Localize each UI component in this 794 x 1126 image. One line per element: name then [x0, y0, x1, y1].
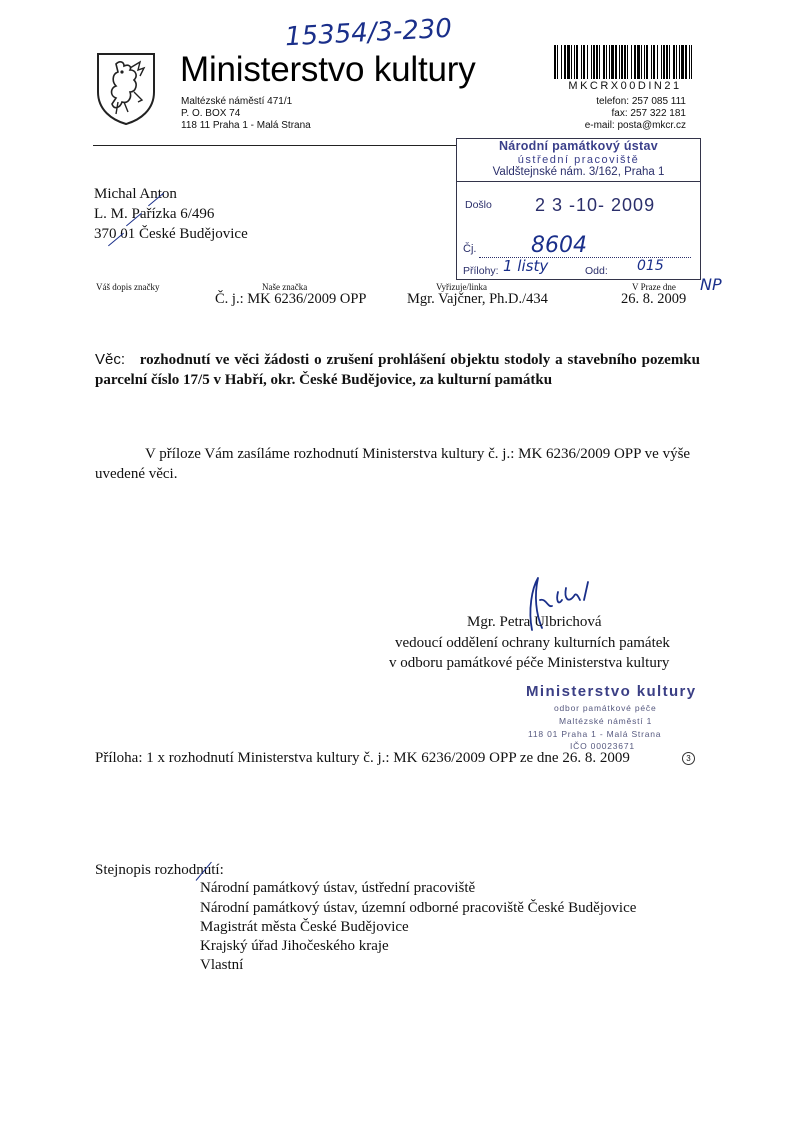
our-ref-label: Naše značka — [262, 282, 308, 292]
barcode-bar — [587, 45, 588, 79]
stamp-attachments-value: 1 listy — [503, 257, 549, 275]
office-stamp-line: 118 01 Praha 1 - Malá Strana — [528, 729, 662, 739]
ministry-name: Ministerstvo kultury — [180, 50, 476, 89]
subject-label: Věc: — [95, 351, 126, 368]
stamp-dept-label: Odd: — [585, 265, 608, 277]
barcode-bar — [644, 45, 645, 79]
recipient-street: L. M. Pařízka 6/496 — [94, 206, 215, 222]
barcode-bar — [641, 45, 642, 79]
letter-date: 26. 8. 2009 — [621, 291, 687, 307]
barcode-bar — [691, 45, 692, 79]
recipient-city: 370 01 České Budějovice — [94, 226, 248, 242]
copy-recipient: Magistrát města České Budějovice — [200, 919, 409, 935]
barcode-bar — [657, 45, 658, 79]
address-city: 118 11 Praha 1 - Malá Strana — [181, 120, 311, 131]
copy-recipient: Národní památkový ústav, územní odborné pracoviště České Budějovice — [200, 900, 637, 916]
barcode-bar — [611, 45, 614, 79]
contact-phone: telefon: 257 085 111 — [596, 96, 686, 107]
date-place-label: V Praze dne — [632, 282, 676, 292]
barcode-bar — [679, 45, 680, 79]
barcode-bar — [681, 45, 684, 79]
barcode-bar — [627, 45, 628, 79]
stamp-received-label: Došlo — [465, 199, 492, 211]
copy-recipient: Vlastní — [200, 957, 244, 973]
barcode-bar — [583, 45, 585, 79]
address-street: Maltézské náměstí 471/1 — [181, 96, 293, 107]
stamp-cj-value: 8604 — [531, 233, 587, 258]
copy-recipient: Národní památkový ústav, ústřední pracoviště — [200, 880, 476, 896]
barcode-bar — [676, 45, 677, 79]
page-circle-number: 3 — [682, 752, 695, 765]
stamp-department: ústřední pracoviště — [517, 154, 640, 166]
address-box: P. O. BOX 74 — [181, 108, 241, 119]
barcode-bar — [554, 45, 556, 79]
barcode-bar — [564, 45, 566, 79]
subject — [95, 350, 700, 390]
barcode-bar — [646, 45, 648, 79]
barcode-bar — [673, 45, 675, 79]
attachment-line: Příloha: 1 x rozhodnutí Ministerstva kultury č. j.: MK 6236/2009 OPP ze dne 26. 8. 2009 — [95, 750, 630, 766]
barcode-text: MKCRX00DIN21 — [568, 80, 682, 92]
barcode-bar — [669, 45, 670, 79]
received-stamp — [456, 138, 701, 280]
barcode-bar — [574, 45, 575, 79]
barcode-bar — [689, 45, 690, 79]
barcode-bar — [599, 45, 600, 79]
barcode-icon — [554, 45, 692, 79]
barcode-bar — [557, 45, 558, 79]
contact-email: e-mail: posta@mkcr.cz — [584, 120, 686, 131]
recipient-name: Michal Anton — [94, 186, 177, 202]
stamp-organization: Národní památkový ústav — [498, 139, 659, 153]
signatory-name: Mgr. Petra Ulbrichová — [467, 614, 602, 630]
barcode-bar — [663, 45, 665, 79]
barcode-bar — [624, 45, 626, 79]
handled-by-label: Vyřizuje/linka — [436, 282, 487, 292]
stamp-cj-label: Čj. — [463, 243, 477, 255]
copies-label: Stejnopis rozhodnutí: — [95, 862, 224, 878]
barcode-bar — [561, 45, 562, 79]
office-stamp-line: IČO 00023671 — [570, 741, 635, 751]
barcode-bar — [666, 45, 668, 79]
office-stamp-line: Maltézské náměstí 1 — [559, 716, 653, 726]
stamp-attachments-label: Přílohy: — [463, 265, 499, 277]
body-paragraph: V příloze Vám zasíláme rozhodnutí Ministerstva kultury č. j.: MK 6236/2009 OPP ve výše uvedené věci. — [95, 446, 691, 482]
barcode-bar — [619, 45, 620, 79]
barcode-bar — [685, 45, 687, 79]
barcode-bar — [576, 45, 578, 79]
barcode-bar — [593, 45, 595, 79]
barcode-bar — [631, 45, 632, 79]
barcode-bar — [571, 45, 572, 79]
handwritten-reference: 15354/3-230 — [284, 13, 453, 53]
barcode-bar — [567, 45, 570, 79]
barcode-bar — [609, 45, 610, 79]
barcode-bar — [591, 45, 592, 79]
signatory-department: v odboru památkové péče Ministerstva kultury — [389, 655, 670, 671]
handled-by-value: Mgr. Vajčner, Ph.D./434 — [407, 291, 548, 307]
stamp-address: Valdštejnské nám. 3/162, Praha 1 — [492, 166, 665, 178]
header-divider — [93, 145, 457, 146]
subject-text: rozhodnutí ve věci žádosti o zrušení prohlášení objektu stodoly a stavebního pozemku parcelní číslo 17/5 v Habří, okr. České Budějovice, za kulturní památku — [95, 352, 700, 388]
handwritten-initials: NP — [700, 275, 722, 294]
stamp-received-date: 2 3 -10- 2009 — [535, 195, 656, 215]
coat-of-arms-icon — [94, 48, 158, 126]
your-letter-label: Váš dopis značky — [96, 282, 160, 292]
barcode-bar — [661, 45, 662, 79]
stamp-divider — [457, 181, 700, 182]
contact-fax: fax: 257 322 181 — [611, 108, 686, 119]
office-stamp-title: Ministerstvo kultury — [526, 683, 697, 700]
barcode-bar — [637, 45, 640, 79]
copy-recipient: Krajský úřad Jihočeského kraje — [200, 938, 389, 954]
barcode-bar — [651, 45, 652, 79]
barcode-bar — [606, 45, 607, 79]
barcode-bar — [621, 45, 623, 79]
barcode-bar — [596, 45, 598, 79]
barcode-bar — [581, 45, 582, 79]
barcode-bar — [615, 45, 617, 79]
barcode-bar — [603, 45, 605, 79]
our-ref-value: Č. j.: MK 6236/2009 OPP — [215, 291, 367, 307]
barcode-bar — [634, 45, 636, 79]
stamp-dept-value: 015 — [637, 258, 664, 274]
office-stamp-line: odbor památkové péče — [554, 703, 657, 713]
signatory-position: vedoucí oddělení ochrany kulturních památek — [395, 635, 670, 651]
barcode-bar — [653, 45, 655, 79]
